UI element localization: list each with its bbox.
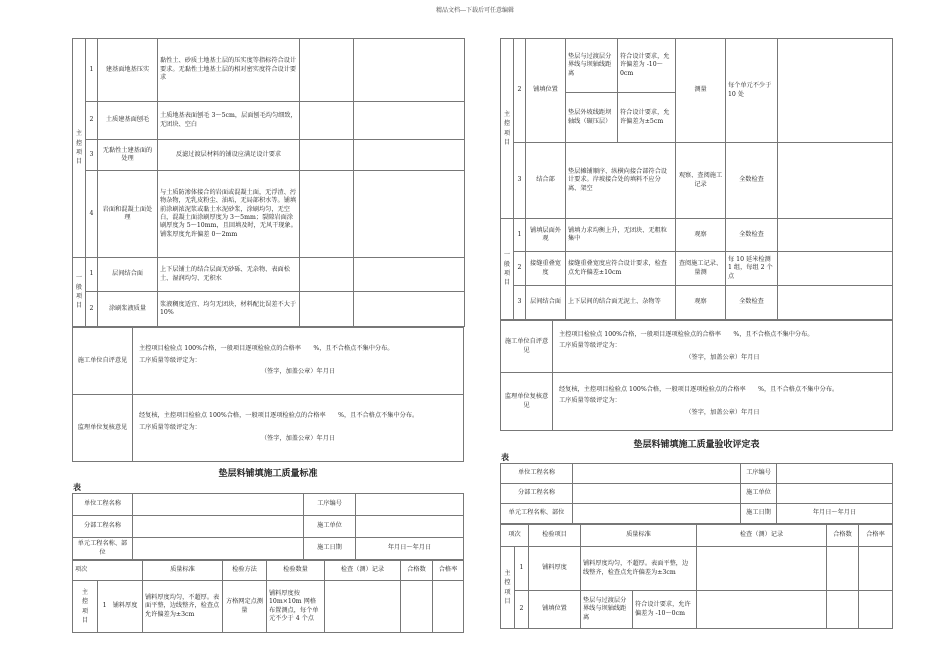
opinion-table: [500, 320, 893, 431]
row-no: 1: [514, 219, 526, 252]
col-standard: 质量标准: [143, 561, 223, 581]
quality-standard: 铺料厚度均匀，不超厚。表面平整，边线整齐，检查点允许偏差为±3cm: [581, 547, 697, 591]
inspection-quantity: 每个单元不少于 10 处: [726, 39, 778, 143]
cell[interactable]: [354, 171, 465, 258]
quality-standard: 垫层摊铺顺序、纵横向接合部符合设计要求。岸坡接合处的填料不应分离、架空: [566, 143, 676, 219]
inspection-item: 土质建基面刨毛: [98, 102, 158, 140]
process-no-label: 工序编号: [741, 464, 777, 484]
cell[interactable]: [859, 591, 893, 629]
cell[interactable]: [827, 591, 859, 629]
inspection-item: 铺填位置: [529, 591, 581, 629]
inspection-item: 涂刷浆液质量: [98, 292, 158, 327]
construction-unit-field[interactable]: [356, 516, 464, 538]
inspection-item: 层间结合面: [98, 258, 158, 292]
form-title: 垫层料铺填施工质量验收评定表: [633, 440, 760, 450]
col-quantity: 检验数量: [267, 561, 325, 581]
inspection-quantity: 全数检查: [726, 219, 778, 252]
opinion-text: 经复核，主控项目检验点 100%合格，一般项目逐项检验点的合格率 %，且不合格点不集中分布。: [139, 412, 419, 420]
cell[interactable]: [354, 258, 465, 292]
row-no: 2: [86, 102, 98, 140]
quality-standard: 接缝重叠宽度应符合设计要求，检查点允许偏差±10cm: [566, 252, 676, 286]
signature-line: （签字，加盖公章）年月日: [260, 435, 336, 443]
col-pass: 合格数: [827, 525, 859, 547]
cell[interactable]: [433, 581, 464, 633]
col-standard: 质量标准: [581, 525, 697, 547]
inspection-item: 1 铺料厚度: [98, 581, 143, 633]
cell[interactable]: [300, 258, 354, 292]
cell[interactable]: [778, 286, 893, 320]
inspection-item: 接缝重叠宽度: [526, 252, 566, 286]
self-eval-opinion[interactable]: [553, 321, 893, 373]
supervisor-review-opinion[interactable]: [133, 395, 464, 462]
cell[interactable]: [859, 547, 893, 591]
signature-line: （签字，加盖公章）年月日: [685, 408, 760, 416]
cell[interactable]: [401, 581, 433, 633]
cell[interactable]: [778, 143, 893, 219]
inspection-item: 铺填位置: [526, 39, 566, 143]
cell[interactable]: [300, 102, 354, 140]
col-pass: 合格数: [401, 561, 433, 581]
sub-item: 垫层与过渡层分界线与坝轴线距离: [581, 591, 633, 629]
inspection-quantity: 全数检查: [726, 286, 778, 320]
col-seq: 项次: [73, 561, 143, 581]
supervisor-review-label: 监理单位复核意见: [73, 395, 133, 462]
self-eval-label: 施工单位自评意见: [501, 321, 553, 373]
quality-standard: 符合设计要求，允许偏差为 -10～0cm: [618, 39, 676, 93]
row-no: 2: [514, 39, 526, 143]
cell[interactable]: [300, 292, 354, 327]
info-table: [72, 493, 464, 560]
inspection-item: 铺料厚度: [529, 547, 581, 591]
inspection-method: 观察: [676, 219, 726, 252]
element-project-field[interactable]: [573, 504, 741, 524]
opinion-text: 主控项目检验点 100%合格，一般项目逐项检验点的合格率 %，且不合格点不集中分布。: [559, 330, 814, 338]
inspection-method: 观察、查阅施工记录: [676, 143, 726, 219]
sub-item: 垫层外坡线距坝轴线（碾压层）: [566, 93, 618, 143]
inspection-item: 层间结合面: [526, 286, 566, 320]
col-rate: 合格率: [859, 525, 893, 547]
form-title: 垫层料铺填施工质量标准: [218, 469, 318, 479]
general-items-label: 一 般 项 目: [73, 258, 86, 327]
opinion-text: 经复核，主控项目检验点 100%合格，一般项目逐项检验点的合格率 %，且不合格点不集中分布。: [559, 385, 839, 393]
col-record: 检查（测）记录: [325, 561, 401, 581]
main-items-label: 主 控 项 目: [73, 581, 98, 633]
inspection-quantity: 每 10 延米检测 1 组，每组 2 个点: [726, 252, 778, 286]
self-eval-label: 施工单位自评意见: [73, 328, 133, 395]
grade-label: 工序质量等级评定为：: [559, 397, 621, 405]
detail-table: [500, 524, 893, 629]
row-no: 2: [514, 252, 526, 286]
col-record: 检查（测）记录: [697, 525, 827, 547]
inspection-item: 结合部: [526, 143, 566, 219]
unit-project-field[interactable]: [573, 464, 741, 484]
row-no: 2: [86, 292, 98, 327]
inspection-item: 铺填层面外观: [526, 219, 566, 252]
grade-label: 工序质量等级评定为：: [139, 356, 201, 364]
table-label: 表: [501, 453, 509, 462]
grade-label: 工序质量等级评定为：: [139, 423, 201, 431]
self-eval-opinion[interactable]: [133, 328, 464, 395]
element-project-label: 单元工程名称、部位: [501, 504, 573, 524]
row-no: 1: [86, 258, 98, 292]
row-no: 2: [515, 591, 529, 629]
grade-label: 工序质量等级评定为：: [559, 342, 621, 350]
col-method: 检验方法: [223, 561, 267, 581]
cell[interactable]: [325, 581, 401, 633]
quality-standard: 反滤过渡层材料的铺设应满足设计要求: [158, 140, 300, 171]
opinion-table: [72, 327, 464, 462]
col-seq: 项次: [501, 525, 529, 547]
supervisor-review-label: 监理单位复核意见: [501, 373, 553, 431]
process-no-field[interactable]: [777, 464, 893, 484]
cell[interactable]: [354, 292, 465, 327]
main-items-label: 主 控 项 目: [73, 39, 86, 258]
quality-standard: 上下层铺土的结合层面无砂砾、无杂物、表面松土、湿润均匀、无积水: [158, 258, 300, 292]
inspection-method: 测量: [676, 39, 726, 143]
row-no: 1: [515, 547, 529, 591]
construction-date-label: 施工日期: [304, 538, 356, 560]
inspection-method: 方格网定点测量: [223, 581, 267, 633]
inspection-quantity: 全数检查: [726, 143, 778, 219]
signature-line: （签字，加盖公章）年月日: [685, 353, 760, 361]
main-items-label: 主 控 项 目: [501, 547, 515, 629]
signature-line: （签字，加盖公章）年月日: [260, 368, 336, 376]
cell[interactable]: [778, 219, 893, 252]
cell[interactable]: [300, 39, 354, 102]
cell[interactable]: [300, 140, 354, 171]
inspection-method: 观察: [676, 286, 726, 320]
row-no: 3: [514, 143, 526, 219]
sub-project-field[interactable]: [573, 484, 741, 504]
col-rate: 合格率: [433, 561, 464, 581]
supervisor-review-opinion[interactable]: [553, 373, 893, 431]
element-project-field[interactable]: [133, 538, 304, 560]
construction-date-field[interactable]: 年月日～年月日: [777, 504, 893, 524]
quality-standard: 浆液稠度适宜、均匀无团块，材料配比误差不大于 10%: [158, 292, 300, 327]
info-table: [500, 463, 893, 524]
cell[interactable]: [354, 39, 465, 102]
cell[interactable]: [697, 547, 827, 591]
construction-date-label: 施工日期: [741, 504, 777, 524]
quality-standard: 铺料厚度均匀，不超厚。表面平整，边线整齐，检查点允许偏差为±3cm: [143, 581, 223, 633]
cell[interactable]: [827, 547, 859, 591]
construction-unit-label: 施工单位: [741, 484, 777, 504]
construction-unit-label: 施工单位: [304, 516, 356, 538]
main-items-label: 主 控 项 目: [501, 39, 514, 219]
inspection-method: 查阅施工记录、量测: [676, 252, 726, 286]
quality-standard: 符合设计要求，允许偏差为±5cm: [618, 93, 676, 143]
inspection-item: 岩面和混凝土面处理: [98, 171, 158, 258]
row-no: 4: [86, 171, 98, 258]
cell[interactable]: [354, 140, 465, 171]
quality-standard: 上下层间的结合面无泥土、杂物等: [566, 286, 676, 320]
right-page: [500, 38, 893, 629]
inspection-table: [500, 38, 893, 320]
cell[interactable]: [697, 591, 827, 629]
inspection-item: 无黏性土建基面的处理: [98, 140, 158, 171]
inspection-table: [72, 38, 465, 327]
opinion-text: 主控项目检验点 100%合格，一般项目逐项检验点的合格率 %，且不合格点不集中分布。: [139, 345, 394, 353]
sub-project-field[interactable]: [133, 516, 304, 538]
quality-standard: 土质地基表面刨毛 3～5cm，层面刨毛均匀细致，无团块、空白: [158, 102, 300, 140]
quality-standard: 与土质防渗体接合的岩面或混凝土面，无浮渣、污物杂物，无乳皮粉尘、油垢，无局部积水等。铺填前涂刷浓泥浆或黏土水泥砂浆，涂刷均匀，无空白，混凝土面涂刷厚度为 3～5mm；裂隙岩面涂刷厚度为 5～10mm，且回填及时，无风干现象。铺浆厚度允许偏差 0～2mm: [158, 171, 300, 258]
left-page: [72, 38, 464, 633]
page-header: 精品文档---下载后可任意编辑: [435, 7, 515, 14]
construction-date-field[interactable]: 年月日～年月日: [356, 538, 464, 560]
inspection-quantity: 铺料厚度按 10m×10m 网格布置测点，每个单元不少于 4 个点: [267, 581, 325, 633]
row-no: 1: [86, 39, 98, 102]
unit-project-label: 单位工程名称: [501, 464, 573, 484]
unit-project-field[interactable]: [133, 494, 304, 516]
row-no: 3: [514, 286, 526, 320]
sub-item: 垫层与过渡层分界线与坝轴线距离: [566, 39, 618, 93]
quality-standard: 铺填力求均衡上升，无团块、无粗粒集中: [566, 219, 676, 252]
sub-project-label: 分部工程名称: [73, 516, 133, 538]
construction-unit-field[interactable]: [777, 484, 893, 504]
general-items-label: 一 般 项 目: [501, 219, 514, 320]
sub-project-label: 分部工程名称: [501, 484, 573, 504]
inspection-item: 建基面地基压实: [98, 39, 158, 102]
cell[interactable]: [778, 252, 893, 286]
cell[interactable]: [354, 102, 465, 140]
process-no-label: 工序编号: [304, 494, 356, 516]
unit-project-label: 单位工程名称: [73, 494, 133, 516]
process-no-field[interactable]: [356, 494, 464, 516]
row-no: 3: [86, 140, 98, 171]
cell[interactable]: [300, 171, 354, 258]
detail-table: [72, 560, 464, 633]
element-project-label: 单元工程名称、部位: [73, 538, 133, 560]
quality-standard: 符合设计要求，允许偏差为 -10～0cm: [633, 591, 697, 629]
table-label: 表: [73, 483, 81, 492]
cell[interactable]: [778, 39, 893, 143]
quality-standard: 黏性土、砂质土地基土层的压实度等指标符合设计要求。无黏性土地基土层的相对密实度符合设计要求: [158, 39, 300, 102]
col-item: 检验项目: [529, 525, 581, 547]
